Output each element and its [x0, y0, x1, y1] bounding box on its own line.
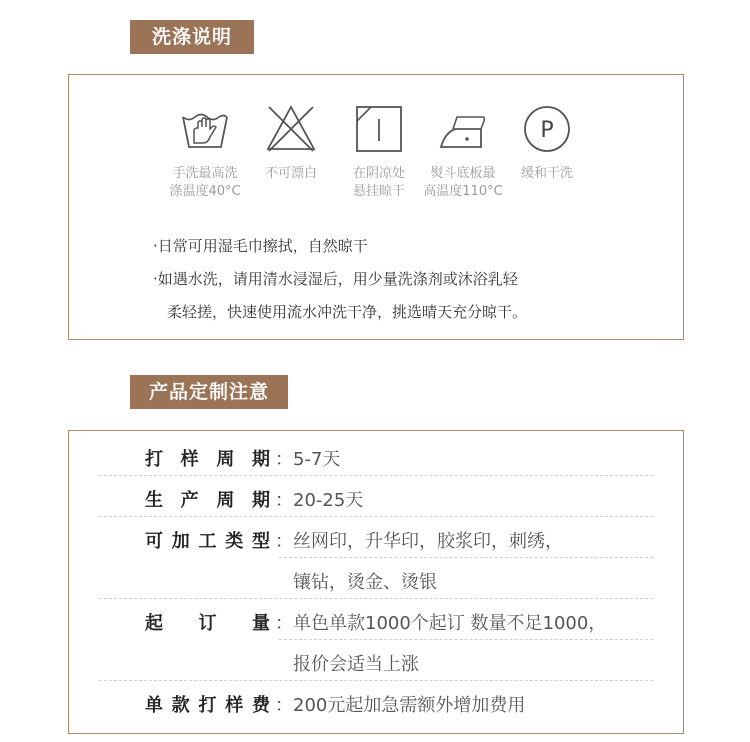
spec-value: 20-25天	[293, 490, 364, 511]
row-divider	[279, 557, 653, 558]
row-divider	[99, 475, 653, 476]
spec-label: 单款打样费	[145, 695, 270, 716]
spec-colon: ：	[275, 490, 293, 511]
washing-note-3: 柔轻搓，快速使用流水冲洗干净，挑选晴天充分晾干。	[167, 303, 528, 321]
dry-clean-p-icon	[521, 103, 573, 155]
dry-in-shade-caption: 在阴凉处 悬挂晾干	[352, 166, 405, 199]
spec-label: 打样周期	[145, 449, 270, 470]
iron-caption: 熨斗底板最 高温度110°C	[423, 166, 503, 199]
spec-colon: ：	[275, 613, 293, 634]
hand-wash-caption: 手洗最高洗 涤温度40°C	[169, 166, 241, 199]
row-divider	[279, 639, 653, 640]
dry-clean-letter: P	[540, 118, 554, 143]
dry-clean-caption: 缓和干洗	[520, 166, 573, 181]
row-divider	[99, 680, 653, 681]
spec-value: 单色单款1000个起订 数量不足1000，	[293, 613, 607, 634]
spec-label: 起订量	[145, 613, 270, 634]
spec-value: 镶钻，烫金、烫银	[293, 572, 437, 593]
washing-note-2: ·如遇水洗，请用清水浸湿后，用少量洗涤剂或沐浴乳轻	[153, 270, 518, 288]
row-divider	[99, 516, 653, 517]
iron-icon	[437, 103, 489, 155]
spec-label: 生产周期	[145, 490, 270, 511]
spec-colon: ：	[275, 449, 293, 470]
no-bleach-icon	[265, 103, 317, 155]
customization-notes-box	[68, 430, 684, 734]
spec-value: 丝网印，升华印，胶浆印，刺绣，	[293, 531, 563, 552]
spec-colon: ：	[275, 531, 293, 552]
spec-value: 200元起加急需额外增加费用	[293, 695, 526, 716]
spec-value: 5-7天	[293, 449, 341, 470]
hand-wash-icon	[179, 103, 231, 155]
customization-section-title: 产品定制注意	[130, 375, 288, 409]
washing-section-title: 洗涤说明	[130, 20, 254, 54]
spec-label: 可加工类型	[145, 531, 270, 552]
row-divider	[99, 598, 653, 599]
dry-in-shade-icon	[353, 103, 405, 155]
spec-colon: ：	[275, 695, 293, 716]
washing-instructions-box	[68, 74, 684, 340]
no-bleach-caption: 不可漂白	[264, 166, 317, 181]
spec-value: 报价会适当上涨	[293, 654, 419, 675]
washing-note-1: ·日常可用湿毛巾擦拭，自然晾干	[153, 237, 368, 255]
